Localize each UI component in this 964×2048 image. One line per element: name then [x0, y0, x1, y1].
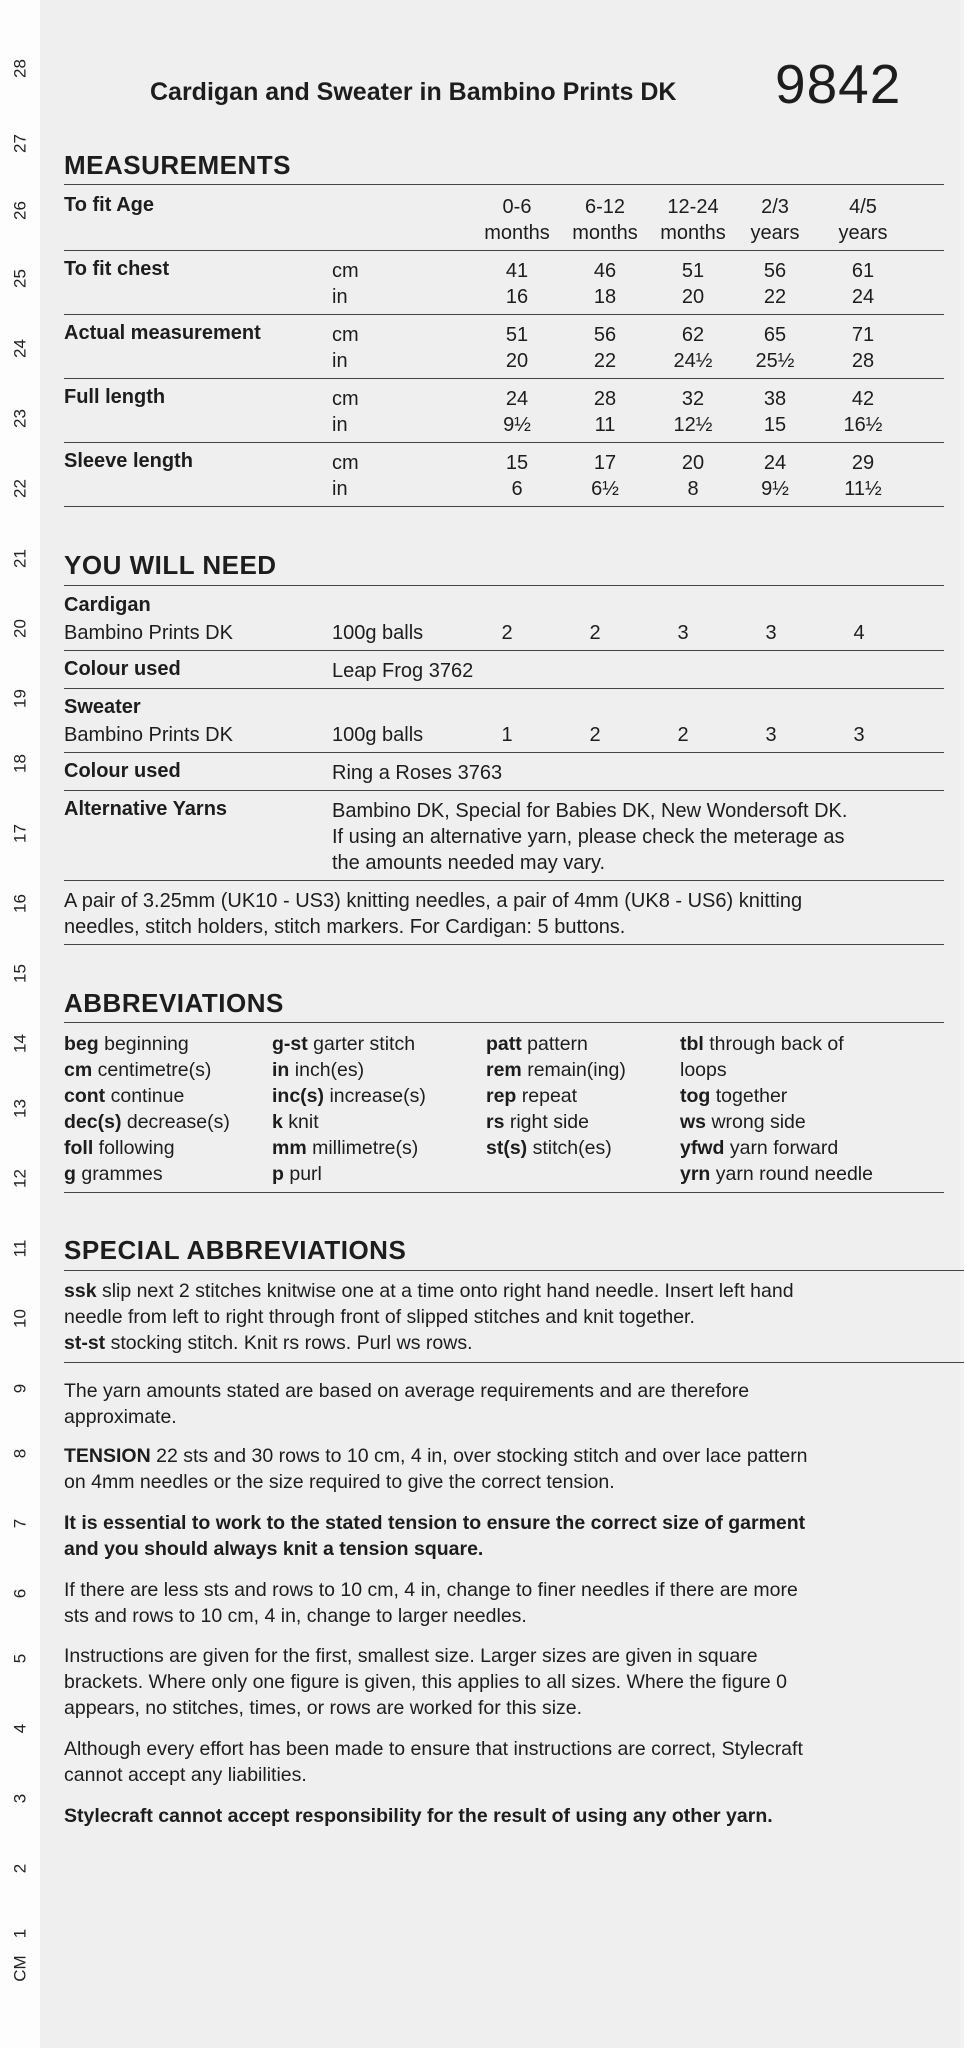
pattern-page — [40, 0, 960, 2048]
unit-in: in — [332, 286, 348, 308]
ruler-number: 27 — [10, 134, 30, 153]
sweater-colour-label: Colour used — [64, 760, 181, 782]
note-instructions: Instructions are given for the first, smallest size. Larger sizes are given in square brackets. Where only one figure is given, this applies to all sizes. Where the figure 0 appears, no stitches, times, or rows are worked for this size. — [64, 1645, 787, 1719]
value: 20 — [505, 350, 529, 372]
value: 28 — [593, 388, 617, 410]
unit-in: in — [332, 414, 348, 436]
abbr-item: dec(s) decrease(s) — [64, 1111, 230, 1133]
note-less-sts: If there are less sts and rows to 10 cm, 4 in, change to finer needles if there are more sts and rows to 10 cm, 4 in, change to larger needles. — [64, 1579, 798, 1627]
ruler-number: 13 — [10, 1099, 30, 1118]
value: 20 — [681, 286, 705, 308]
needles-line: needles, stitch holders, stitch markers. For Cardigan: 5 buttons. — [64, 916, 626, 938]
abbr-item: tbl through back of — [680, 1033, 844, 1055]
note-liability: Although every effort has been made to ensure that instructions are correct, Stylecraft cannot accept any liabilities. — [64, 1738, 803, 1786]
value: 65 — [763, 324, 787, 346]
abbr-item: rs right side — [486, 1111, 589, 1133]
unit-cm: cm — [332, 324, 359, 346]
pattern-number: 9842 — [775, 53, 902, 115]
value: 28 — [851, 350, 875, 372]
abbr-item: yrn yarn round needle — [680, 1163, 873, 1185]
value: 32 — [681, 388, 705, 410]
alt-yarns-label: Alternative Yarns — [64, 798, 228, 820]
needles-line: A pair of 3.25mm (UK10 - US3) knitting needles, a pair of 4mm (UK8 - US6) knitting — [64, 890, 803, 912]
abbr-item: beg beginning — [64, 1033, 189, 1055]
unit-cm: cm — [332, 452, 359, 474]
unit-cm: cm — [332, 260, 359, 282]
value: 56 — [763, 260, 787, 282]
value: 71 — [851, 324, 875, 346]
abbr-item: foll following — [64, 1137, 175, 1159]
ruler-number: 23 — [10, 409, 30, 428]
abbr-item: st(s) stitch(es) — [486, 1137, 612, 1159]
value: 16 — [505, 286, 529, 308]
value: 12½ — [673, 414, 713, 436]
value: 24 — [505, 388, 529, 410]
cardigan-colour-value: Leap Frog 3762 — [332, 660, 474, 682]
value: 16½ — [843, 414, 883, 436]
sweater-qty: 2 — [677, 724, 689, 746]
you-will-need-heading: YOU WILL NEED — [64, 550, 277, 580]
ruler-number: 22 — [10, 479, 30, 498]
abbr-item: ws wrong side — [680, 1111, 806, 1133]
value: 6½ — [591, 478, 619, 500]
ruler-number: 1 — [10, 1928, 30, 1939]
abbr-item: inc(s) increase(s) — [272, 1085, 426, 1107]
ruler-number: 6 — [10, 1588, 30, 1599]
value: 15 — [763, 414, 787, 436]
value: 24 — [763, 452, 787, 474]
abbr-item: p purl — [272, 1163, 322, 1185]
page-title: Cardigan and Sweater in Bambino Prints DK — [150, 78, 677, 106]
ruler-number: 17 — [10, 824, 30, 843]
value: 62 — [681, 324, 705, 346]
ruler-number: 2 — [10, 1863, 30, 1874]
ruler-number: 3 — [10, 1793, 30, 1804]
special-abbreviations-heading: SPECIAL ABBREVIATIONS — [64, 1235, 407, 1265]
row-label: Full length — [64, 386, 166, 408]
note-tension: TENSION 22 sts and 30 rows to 10 cm, 4 in, over stocking stitch and over lace pattern on 4mm needles or the size required to give the correct tension. — [64, 1445, 808, 1493]
sweater-qty: 1 — [501, 724, 513, 746]
sweater-yarn: Bambino Prints DK — [64, 724, 233, 746]
ruler-number: 19 — [10, 689, 30, 708]
ruler-number: 16 — [10, 894, 30, 913]
unit-in: in — [332, 350, 348, 372]
ssk-definition: ssk slip next 2 stitches knitwise one at a time onto right hand needle. Insert left hand needle from left to right through front of slipped stitches and knit together. st-st stocking stitch. Knit rs rows. Purl ws rows. — [64, 1280, 794, 1354]
abbr-item: g grammes — [64, 1163, 163, 1185]
value: 22 — [593, 350, 617, 372]
measurements-heading: MEASUREMENTS — [64, 150, 292, 180]
abbr-item: cont continue — [64, 1085, 185, 1107]
ruler-number: 5 — [10, 1653, 30, 1664]
cardigan-qty: 3 — [677, 622, 689, 644]
abbr-item: patt pattern — [486, 1033, 588, 1055]
sweater-label: Sweater — [64, 696, 141, 718]
value: 9½ — [761, 478, 789, 500]
value: 42 — [851, 388, 875, 410]
size-1-top: 6-12 — [584, 196, 626, 218]
abbr-item: yfwd yarn forward — [680, 1137, 839, 1159]
cardigan-label: Cardigan — [64, 594, 151, 616]
size-4-top: 4/5 — [849, 196, 877, 218]
abbr-item: rep repeat — [486, 1085, 578, 1107]
size-2-bottom: months — [660, 222, 726, 244]
ruler-number: 28 — [10, 59, 30, 78]
abbr-item: tog together — [680, 1085, 788, 1107]
value: 38 — [763, 388, 787, 410]
cm-ruler — [0, 0, 41, 2048]
note-responsibility: Stylecraft cannot accept responsibility for the result of using any other yarn. — [64, 1805, 773, 1827]
value: 51 — [681, 260, 705, 282]
alt-yarns-line: Bambino DK, Special for Babies DK, New Wondersoft DK. — [332, 800, 848, 822]
size-4-bottom: years — [838, 222, 888, 244]
size-0-bottom: months — [484, 222, 550, 244]
value: 6 — [511, 478, 523, 500]
cardigan-qty: 4 — [853, 622, 865, 644]
value: 24 — [851, 286, 875, 308]
ruler-number: 14 — [10, 1034, 30, 1053]
sweater-colour-value: Ring a Roses 3763 — [332, 762, 503, 784]
sweater-qty: 3 — [853, 724, 865, 746]
size-2-top: 12-24 — [667, 196, 719, 218]
ruler-unit: CM — [10, 1955, 30, 1982]
value: 17 — [593, 452, 617, 474]
row-label: Actual measurement — [64, 322, 261, 344]
ruler-number: 10 — [10, 1309, 30, 1328]
sweater-qty: 3 — [765, 724, 777, 746]
abbr-column-3 — [486, 1031, 626, 1161]
cardigan-qty: 2 — [501, 622, 513, 644]
note-yarn-amounts: The yarn amounts stated are based on average requirements and are therefore approximate. — [64, 1380, 750, 1428]
ruler-number: 26 — [10, 201, 30, 220]
ruler-number: 12 — [10, 1169, 30, 1188]
value: 25½ — [755, 350, 795, 372]
sweater-qty: 2 — [589, 724, 601, 746]
ruler-number: 11 — [10, 1239, 30, 1258]
ruler-number: 24 — [10, 339, 30, 358]
ruler-number: 20 — [10, 619, 30, 638]
ruler-number: 8 — [10, 1448, 30, 1459]
ruler-number: 15 — [10, 964, 30, 983]
row-label: Sleeve length — [64, 450, 193, 472]
size-0-top: 0-6 — [502, 196, 532, 218]
value: 41 — [505, 260, 529, 282]
note-essential: It is essential to work to the stated tension to ensure the correct size of garment and you should always knit a tension square. — [64, 1512, 806, 1560]
value: 51 — [505, 324, 529, 346]
abbr-column-2 — [272, 1031, 426, 1187]
size-1-bottom: months — [572, 222, 638, 244]
ruler-number: 21 — [10, 549, 30, 568]
ruler-number: 4 — [10, 1723, 30, 1734]
value: 11 — [594, 414, 616, 436]
cardigan-yarn: Bambino Prints DK — [64, 622, 233, 644]
value: 61 — [851, 260, 875, 282]
abbr-item: g-st garter stitch — [272, 1033, 416, 1055]
abbr-column-4 — [680, 1031, 873, 1187]
value: 22 — [763, 286, 787, 308]
value: 11½ — [844, 478, 882, 500]
row-label: To fit chest — [64, 258, 170, 280]
ruler-number: 18 — [10, 754, 30, 773]
alt-yarns-line: If using an alternative yarn, please check the meterage as — [332, 826, 845, 848]
value: 20 — [681, 452, 705, 474]
unit-in: in — [332, 478, 348, 500]
abbr-item: in inch(es) — [272, 1059, 365, 1081]
value: 56 — [593, 324, 617, 346]
cardigan-colour-label: Colour used — [64, 658, 181, 680]
abbr-item: cm centimetre(s) — [64, 1059, 212, 1081]
unit-cm: cm — [332, 388, 359, 410]
ruler-number: 25 — [10, 269, 30, 288]
sweater-unit: 100g balls — [332, 724, 424, 746]
abbreviations-heading: ABBREVIATIONS — [64, 988, 284, 1018]
ruler-number: 9 — [10, 1383, 30, 1394]
cardigan-unit: 100g balls — [332, 622, 424, 644]
value: 18 — [593, 286, 617, 308]
abbr-item: loops — [680, 1059, 727, 1081]
value: 8 — [687, 478, 699, 500]
alt-yarns-line: the amounts needed may vary. — [332, 852, 606, 874]
value: 29 — [851, 452, 875, 474]
abbr-item: k knit — [272, 1111, 319, 1133]
age-label: To fit Age — [64, 194, 154, 216]
cardigan-qty: 3 — [765, 622, 777, 644]
cardigan-qty: 2 — [589, 622, 601, 644]
abbr-item: rem remain(ing) — [486, 1059, 626, 1081]
value: 46 — [593, 260, 617, 282]
abbr-item: mm millimetre(s) — [272, 1137, 419, 1159]
size-3-top: 2/3 — [761, 196, 789, 218]
value: 24½ — [673, 350, 713, 372]
size-3-bottom: years — [750, 222, 800, 244]
abbr-column-1 — [64, 1031, 230, 1187]
value: 15 — [505, 452, 529, 474]
ruler-number: 7 — [10, 1518, 30, 1529]
value: 9½ — [503, 414, 531, 436]
